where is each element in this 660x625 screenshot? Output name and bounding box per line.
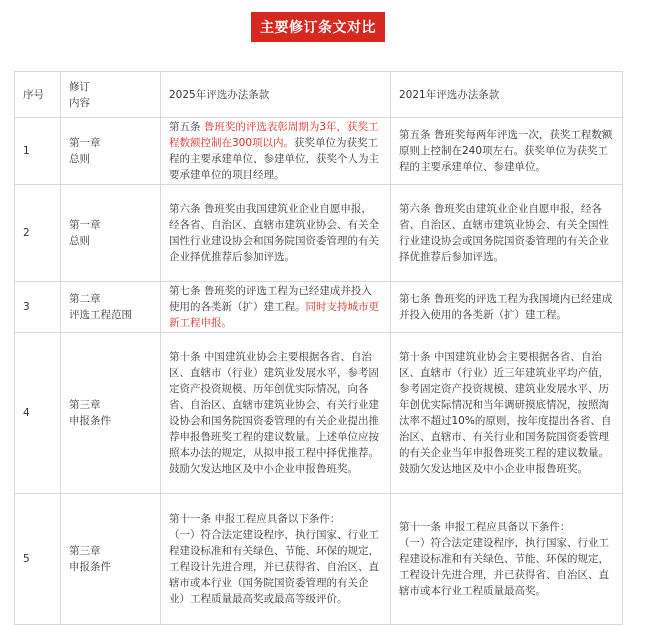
table-row <box>15 333 623 494</box>
clause-revised-text: 同时支持城市更新工程申报。 <box>169 301 379 329</box>
header-2021: 2021年评选办法条款 <box>391 72 623 118</box>
clause-heading: 第十一条 申报工程应具备以下条件： <box>169 513 341 525</box>
row-item <box>61 118 161 185</box>
row-2021-clause <box>391 494 623 625</box>
row-no: 4 <box>15 333 61 494</box>
row-item-title: 申报条件 <box>69 561 111 573</box>
header-item <box>61 72 161 118</box>
clause-heading: 第十一条 申报工程应具备以下条件： <box>399 521 571 533</box>
row-no: 3 <box>15 282 61 333</box>
clause-item: （一）符合法定建设程序，执行国家、行业工程建设标准和有关绿色、节能、环保的规定，工程设计先进合理，并已获得省、自治区、直辖市或本行业工程质量最高奖。 <box>399 537 609 597</box>
row-item-title: 总则 <box>69 235 90 247</box>
row-item <box>61 333 161 494</box>
row-item-title: 评选工程范围 <box>69 309 132 321</box>
row-no: 2 <box>15 185 61 282</box>
clause-text: 第七条 鲁班奖的评选工程为已经建成并投入使用的各类新（扩）建工程。 <box>169 285 372 313</box>
row-item-chapter: 第一章 <box>69 137 101 149</box>
clause-text: 获奖单位为获奖工程的主要承建单位、参建单位，获奖个人为主要承建单位的项目经理。 <box>169 137 379 181</box>
row-2025-clause: 第六条 鲁班奖由我国建筑业企业自愿申报，经各省、自治区、直辖市建筑业协会、有关全国性行业建设协会和国务院国资委管理的有关企业择优推荐后参加评选。 <box>161 185 391 282</box>
row-2021-clause: 第七条 鲁班奖的评选工程为我国境内已经建成并投入使用的各类新（扩）建工程。 <box>391 282 623 333</box>
header-2025: 2025年评选办法条款 <box>161 72 391 118</box>
clause-item: （一）符合法定建设程序，执行国家、行业工程建设标准和有关绿色、节能、环保的规定，工程设计先进合理，并已获得省、自治区、直辖市或本行业（国务院国资委管理的有关企业）工程质量最高奖或最高等级评价。 <box>169 529 379 605</box>
row-2025-clause <box>161 494 391 625</box>
clause-text: 第五条 <box>169 121 204 133</box>
row-no: 5 <box>15 494 61 625</box>
row-2021-clause: 第六条 鲁班奖由建筑业企业自愿申报，经各省、自治区、直辖市建筑业协会、有关全国性行业建设协会或国务院国资委管理的有关企业择优推荐后参加评选。 <box>391 185 623 282</box>
row-item-chapter: 第三章 <box>69 545 101 557</box>
row-2021-clause: 第十条 中国建筑业协会主要根据各省、自治区、直辖市（行业）近三年建筑业平均产值，参考固定资产投资规模、建筑业发展水平、历年创优实际情况和当年调研摸底情况，按照淘汰率不超过10%的原则，按年度提出各省、自治区、直辖市、有关行业和国务院国资委管理的有关企业当年申报鲁班奖工程的建议数量。鼓励欠发达地区及中小企业申报鲁班奖。 <box>391 333 623 494</box>
comparison-table <box>14 71 623 625</box>
page-title: 主要修订条文对比 <box>251 12 385 42</box>
row-2025-clause <box>161 282 391 333</box>
row-item-chapter: 第二章 <box>69 293 101 305</box>
header-no: 序号 <box>15 72 61 118</box>
row-item-title: 申报条件 <box>69 415 111 427</box>
row-item-chapter: 第三章 <box>69 399 101 411</box>
clause-revised-text: 鲁班奖的评选表彰周期为3年，获奖工程数额控制在300项以内。 <box>169 121 379 149</box>
row-item <box>61 282 161 333</box>
table-row <box>15 118 623 185</box>
row-item <box>61 185 161 282</box>
row-2025-clause: 第十条 中国建筑业协会主要根据各省、自治区、直辖市（行业）建筑业发展水平，参考固定资产投资规模、历年创优实际情况，向各省、自治区、直辖市建筑业协会、有关行业建设协会和国务院国资委管理的有关企业提出推荐申报鲁班奖工程的建议数量。上述单位应按照本办法的规定，从拟申报工程中择优推荐。鼓励欠发达地区及中小企业申报鲁班奖。 <box>161 333 391 494</box>
row-2025-clause <box>161 118 391 185</box>
table-row <box>15 282 623 333</box>
header-item-line2: 内容 <box>69 96 90 109</box>
table-row <box>15 185 623 282</box>
header-item-line1: 修订 <box>69 80 90 93</box>
row-item-chapter: 第一章 <box>69 219 101 231</box>
row-item-title: 总则 <box>69 153 90 165</box>
table-row <box>15 494 623 625</box>
row-no: 1 <box>15 118 61 185</box>
table-header-row <box>15 72 623 118</box>
row-item <box>61 494 161 625</box>
row-2021-clause: 第五条 鲁班奖每两年评选一次，获奖工程数额原则上控制在240项左右。获奖单位为获奖工程的主要承建单位、参建单位。 <box>391 118 623 185</box>
